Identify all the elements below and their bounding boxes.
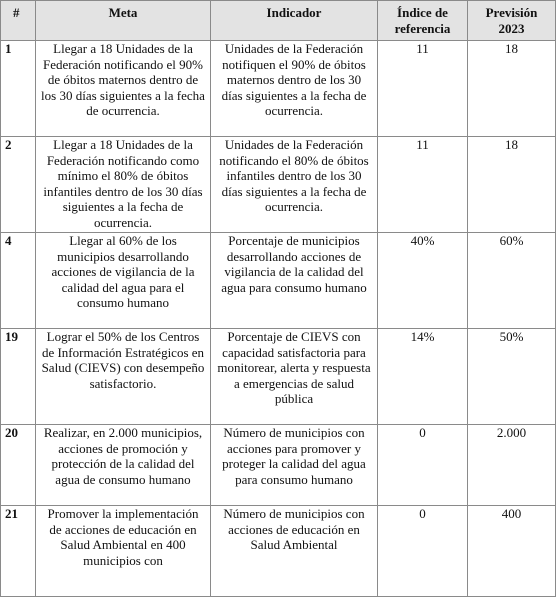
row-prevision: 400 — [468, 506, 556, 597]
row-prevision: 18 — [468, 41, 556, 137]
row-prevision: 50% — [468, 329, 556, 425]
header-referencia: Índice de referencia — [378, 1, 468, 41]
table-row — [1, 233, 556, 329]
row-indicador: Unidades de la Federación notifiquen el 90% de óbitos maternos dentro de los 30 días siguientes a la fecha de ocurrencia. — [211, 41, 378, 137]
row-indicador: Porcentaje de municipios desarrollando acciones de vigilancia de la calidad del agua para consumo humano — [211, 233, 378, 329]
row-referencia: 0 — [378, 506, 468, 597]
row-meta: Realizar, en 2.000 municipios, acciones de promoción y protección de la calidad del agua de consumo humano — [36, 425, 211, 506]
row-num: 4 — [1, 233, 36, 329]
header-prevision: Previsión 2023 — [468, 1, 556, 41]
row-referencia: 40% — [378, 233, 468, 329]
row-num: 2 — [1, 137, 36, 233]
row-prevision: 2.000 — [468, 425, 556, 506]
row-referencia: 11 — [378, 137, 468, 233]
table-row — [1, 425, 556, 506]
row-meta: Lograr el 50% de los Centros de Información Estratégicos en Salud (CIEVS) con desempeño satisfactorio. — [36, 329, 211, 425]
row-meta: Promover la implementación de acciones de educación en Salud Ambiental en 400 municipios con — [36, 506, 211, 597]
row-prevision: 60% — [468, 233, 556, 329]
row-referencia: 14% — [378, 329, 468, 425]
row-meta: Llegar al 60% de los municipios desarrollando acciones de vigilancia de la calidad del agua para el consumo humano — [36, 233, 211, 329]
row-meta: Llegar a 18 Unidades de la Federación notificando como mínimo el 80% de óbitos infantiles dentro de los 30 días siguientes a la fecha de ocurrencia. — [36, 137, 211, 233]
row-indicador: Unidades de la Federación notificando el 80% de óbitos infantiles dentro de los 30 días siguientes a la fecha de ocurrencia. — [211, 137, 378, 233]
header-num: # — [1, 1, 36, 41]
row-indicador: Porcentaje de CIEVS con capacidad satisfactoria para monitorear, alerta y respuesta a emergencias de salud pública — [211, 329, 378, 425]
table-row — [1, 137, 556, 233]
table-row — [1, 41, 556, 137]
table-row — [1, 329, 556, 425]
table-row — [1, 506, 556, 597]
row-meta: Llegar a 18 Unidades de la Federación notificando el 90% de óbitos maternos dentro de los 30 días siguientes a la fecha de ocurrencia. — [36, 41, 211, 137]
header-row — [1, 1, 556, 41]
row-num: 1 — [1, 41, 36, 137]
row-indicador: Número de municipios con acciones para promover y proteger la calidad del agua para consumo humano — [211, 425, 378, 506]
row-referencia: 11 — [378, 41, 468, 137]
row-num: 19 — [1, 329, 36, 425]
row-num: 20 — [1, 425, 36, 506]
header-indicador: Indicador — [211, 1, 378, 41]
row-indicador: Número de municipios con acciones de educación en Salud Ambiental — [211, 506, 378, 597]
row-prevision: 18 — [468, 137, 556, 233]
row-num: 21 — [1, 506, 36, 597]
header-meta: Meta — [36, 1, 211, 41]
row-referencia: 0 — [378, 425, 468, 506]
